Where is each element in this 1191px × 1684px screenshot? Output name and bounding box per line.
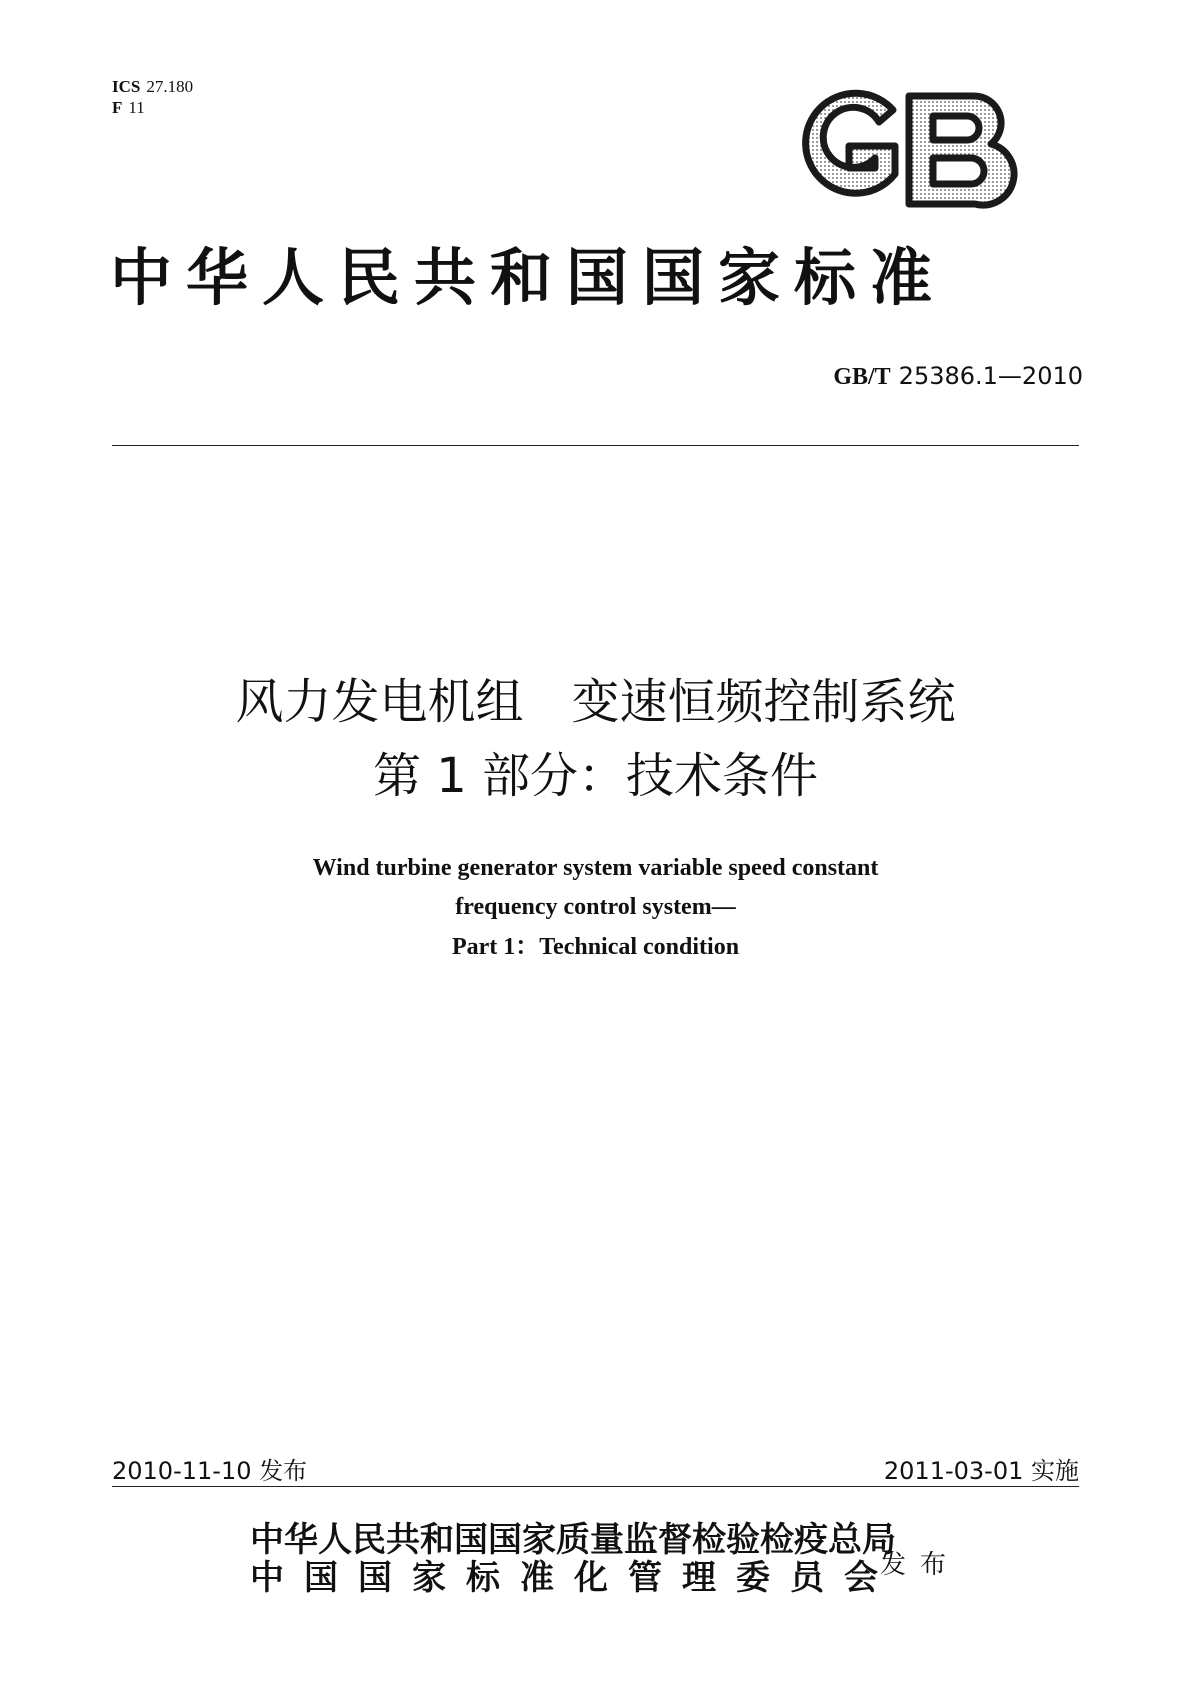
ics-code (112, 76, 193, 97)
gb-logo (783, 88, 1023, 212)
title-en-line1: Wind turbine generator system variable speed constant (312, 855, 879, 881)
title-en-line2: frequency control system— (455, 894, 736, 920)
ics-label: ICS (112, 77, 141, 96)
issuer-line1: 中华人民共和国国家质量监督检验检疫总局 (250, 1520, 896, 1560)
logo-letter-b (909, 96, 1014, 205)
ccs-label: F (112, 98, 123, 117)
issuer-line2: 中国国家标准化管理委员会 (250, 1558, 898, 1598)
ics-value: 27.180 (146, 77, 194, 96)
title-en-line3: Part 1：Technical condition (451, 934, 740, 960)
title-zh-line2: 第 1 部分：技术条件 (372, 748, 819, 804)
issue-date: 2010-11-10 发布 (112, 1457, 308, 1485)
logo-letter-g (806, 93, 895, 193)
standard-prefix: GB/T (833, 364, 891, 390)
ccs-value: 11 (128, 98, 145, 117)
standard-number-value: 25386.1—2010 (898, 362, 1083, 390)
publish-label: 发布 (880, 1550, 961, 1580)
national-standard-title: 中华人民共和国国家标准 (110, 241, 947, 314)
top-divider (112, 445, 1079, 446)
effective-date: 2011-03-01 实施 (883, 1457, 1079, 1485)
standard-number (833, 362, 1083, 391)
ccs-code (112, 97, 193, 118)
classification-codes (112, 76, 193, 118)
bottom-divider (112, 1486, 1079, 1487)
title-zh-line1: 风力发电机组 变速恒频控制系统 (235, 674, 956, 730)
